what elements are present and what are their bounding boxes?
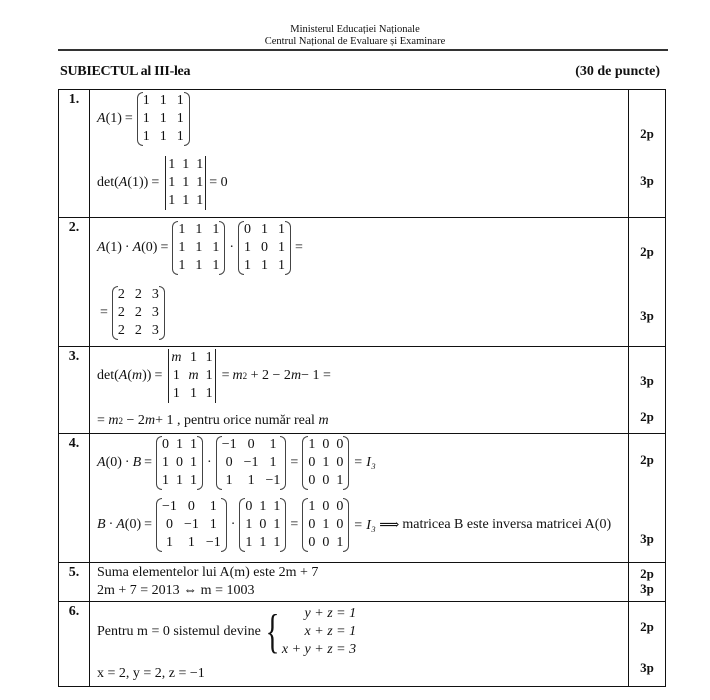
matrix-cell: 0 bbox=[259, 517, 267, 532]
matrix-cell: 1 bbox=[172, 368, 180, 383]
solution-line: Suma elementelor lui A(m) este 2m + 7 bbox=[97, 565, 319, 580]
item-number: 1. bbox=[59, 90, 90, 217]
solution-line: 2m + 7 = 2013 ⇔ m = 1003 bbox=[97, 583, 255, 598]
solution-line: Pentru m = 0 sistemul devine { y + z = 1 x + z = 1 x + y + z = 3 bbox=[97, 605, 357, 658]
matrix-cell: −1 bbox=[243, 455, 259, 470]
matrix-cell: 0 bbox=[322, 437, 330, 452]
matrix-cell: 1 bbox=[162, 473, 170, 488]
matrix-cell: 1 bbox=[142, 129, 150, 144]
solution-line: = m 2 − 2 m + 1 , pentru orice număr real m bbox=[97, 413, 329, 428]
points-label: 3p bbox=[640, 308, 654, 323]
matrix-cell: 1 bbox=[172, 386, 180, 401]
matrix-cell: 0 bbox=[176, 455, 184, 470]
matrix-cell: 1 bbox=[278, 222, 286, 237]
matrix-cell: −1 bbox=[265, 473, 281, 488]
matrix-cell: 1 bbox=[176, 473, 184, 488]
matrix-cell: 1 bbox=[165, 535, 173, 550]
matrix-cell: 1 bbox=[205, 350, 213, 365]
matrix-cell: 1 bbox=[269, 437, 277, 452]
points-column bbox=[628, 218, 665, 346]
matrix-cell: 1 bbox=[176, 111, 184, 126]
subject-title: SUBIECTUL al III-lea bbox=[60, 64, 191, 79]
matrix-cell: 0 bbox=[322, 535, 330, 550]
matrix bbox=[239, 498, 286, 552]
matrix-cell: 1 bbox=[176, 437, 184, 452]
matrix-cell: 0 bbox=[336, 455, 344, 470]
matrix bbox=[172, 221, 225, 275]
matrix-cell: 1 bbox=[322, 455, 330, 470]
item-content bbox=[90, 602, 629, 686]
matrix-cell: 1 bbox=[322, 517, 330, 532]
matrix-cell: 1 bbox=[142, 111, 150, 126]
matrix-cell: 0 bbox=[336, 437, 344, 452]
matrix bbox=[302, 436, 349, 490]
matrix-cell: 1 bbox=[168, 157, 176, 172]
matrix bbox=[156, 436, 203, 490]
matrix-cell: 1 bbox=[187, 535, 195, 550]
matrix-cell: 1 bbox=[176, 129, 184, 144]
matrix-cell: 1 bbox=[244, 240, 252, 255]
matrix-cell: 1 bbox=[168, 193, 176, 208]
matrix-cell: 1 bbox=[182, 157, 190, 172]
matrix-cell: 1 bbox=[190, 386, 198, 401]
matrix-cell: 1 bbox=[159, 111, 167, 126]
matrix-cell: 1 bbox=[190, 437, 198, 452]
matrix-cell: 1 bbox=[245, 517, 253, 532]
solution-line: A (0) · B = 0 1 1 1 0 1 1 1 1 · −1 0 1 0 −1 1 1 1 −1 = 1 0 0 0 1 0 0 0 1 = I₃ bbox=[97, 437, 376, 488]
points-column bbox=[628, 90, 665, 217]
matrix-cell: 0 bbox=[225, 455, 233, 470]
matrix-cell: 1 bbox=[245, 535, 253, 550]
matrix-cell: 1 bbox=[209, 517, 217, 532]
solution-line: = 2 2 3 2 2 3 2 2 3 bbox=[97, 286, 166, 340]
solution-line: B · A (0) = −1 0 1 0 −1 1 1 1 −1 · 0 1 1 1 0 1 1 1 1 = 1 0 0 0 1 0 0 0 1 = I₃ ⟹ matricea B este inversa matricei A(0) bbox=[97, 499, 612, 550]
matrix-cell: 2 bbox=[117, 323, 125, 338]
matrix-cell: 1 bbox=[195, 240, 203, 255]
grading-table bbox=[58, 89, 666, 687]
matrix-cell: 0 bbox=[322, 473, 330, 488]
matrix bbox=[137, 92, 190, 146]
points-column bbox=[628, 434, 665, 562]
points-label: 3p bbox=[640, 531, 654, 546]
matrix-cell: 0 bbox=[245, 499, 253, 514]
subject-total-points: (30 de puncte) bbox=[575, 64, 660, 79]
points-column bbox=[628, 563, 665, 601]
header-center: Centrul Național de Evaluare și Examinare bbox=[264, 36, 446, 47]
equation-system: y + z = 1 x + z = 1 x + y + z = 3 bbox=[281, 606, 357, 657]
item-row-6 bbox=[59, 601, 665, 686]
matrix-cell: 1 bbox=[212, 240, 220, 255]
matrix-cell: 0 bbox=[244, 222, 252, 237]
matrix-cell: 0 bbox=[247, 437, 255, 452]
item-number: 2. bbox=[59, 218, 90, 346]
matrix-cell: 1 bbox=[182, 193, 190, 208]
matrix-cell: 1 bbox=[190, 350, 198, 365]
points-label: 3p bbox=[640, 581, 654, 596]
matrix-cell: 1 bbox=[278, 240, 286, 255]
item-content bbox=[90, 90, 629, 217]
item-row-5 bbox=[59, 562, 665, 601]
solution-line: det( A (1)) = 1 1 1 1 1 1 1 1 1 = 0 bbox=[97, 157, 228, 208]
item-number: 3. bbox=[59, 347, 90, 433]
matrix-cell: 1 bbox=[261, 258, 269, 273]
solution-line: det( A ( m )) = m 1 1 1 m 1 1 1 1 = m 2 + 2 − 2 m − 1 = bbox=[97, 350, 331, 401]
matrix-cell: 0 bbox=[187, 499, 195, 514]
item-number: 5. bbox=[59, 563, 90, 601]
points-label: 2p bbox=[640, 409, 654, 424]
matrix-cell: 0 bbox=[322, 499, 330, 514]
matrix-cell: 1 bbox=[168, 175, 176, 190]
matrix-cell: 1 bbox=[212, 258, 220, 273]
matrix-cell: −1 bbox=[205, 535, 221, 550]
matrix-cell: 3 bbox=[151, 323, 159, 338]
item-row-4 bbox=[59, 433, 665, 562]
item-content bbox=[90, 218, 629, 346]
solution-line: A (1) · A (0) = 1 1 1 1 1 1 1 1 1 · 0 1 1 1 0 1 1 1 1 = bbox=[97, 222, 303, 273]
solution-line: x = 2, y = 2, z = −1 bbox=[97, 666, 205, 681]
determinant bbox=[166, 349, 217, 403]
matrix-cell: m bbox=[188, 368, 199, 383]
matrix-cell: 1 bbox=[190, 473, 198, 488]
matrix-cell: 0 bbox=[261, 240, 269, 255]
matrix-cell: 3 bbox=[151, 305, 159, 320]
matrix-cell: 3 bbox=[151, 287, 159, 302]
item-content bbox=[90, 347, 629, 433]
matrix-cell: 2 bbox=[134, 305, 142, 320]
matrix-cell: 1 bbox=[209, 499, 217, 514]
matrix-cell: −1 bbox=[162, 499, 177, 514]
matrix-cell: 0 bbox=[336, 499, 344, 514]
matrix-cell: m bbox=[171, 350, 182, 365]
matrix bbox=[156, 498, 227, 552]
matrix-cell: 2 bbox=[134, 323, 142, 338]
matrix bbox=[216, 436, 287, 490]
item-row-3 bbox=[59, 346, 665, 433]
matrix-cell: 1 bbox=[273, 499, 281, 514]
matrix-cell: −1 bbox=[183, 517, 199, 532]
conclusion-text: matricea B este inversa matricei A(0) bbox=[402, 517, 612, 532]
matrix-cell: 0 bbox=[165, 517, 173, 532]
matrix-cell: 1 bbox=[159, 93, 167, 108]
points-column bbox=[628, 347, 665, 433]
matrix-cell: 1 bbox=[195, 222, 203, 237]
formula-rhs: = 0 bbox=[209, 175, 228, 190]
matrix-cell: 1 bbox=[269, 455, 277, 470]
matrix-cell: 0 bbox=[308, 517, 316, 532]
matrix-cell: 1 bbox=[308, 437, 316, 452]
points-label: 2p bbox=[640, 452, 654, 467]
system-brace: { bbox=[265, 605, 280, 658]
matrix-cell: 1 bbox=[336, 535, 344, 550]
matrix-cell: 1 bbox=[261, 222, 269, 237]
matrix-cell: 1 bbox=[205, 368, 213, 383]
matrix-cell: 1 bbox=[196, 193, 204, 208]
matrix-cell: 1 bbox=[259, 535, 267, 550]
matrix-cell: 1 bbox=[196, 175, 204, 190]
item-content bbox=[90, 434, 629, 562]
points-label: 2p bbox=[640, 126, 654, 141]
matrix-cell: 0 bbox=[336, 517, 344, 532]
points-label: 2p bbox=[640, 244, 654, 259]
points-label: 3p bbox=[640, 373, 654, 388]
matrix-cell: 1 bbox=[273, 535, 281, 550]
matrix bbox=[112, 286, 165, 340]
formula-lhs: A bbox=[97, 111, 106, 126]
matrix-cell: 1 bbox=[196, 157, 204, 172]
matrix-cell: 1 bbox=[190, 455, 198, 470]
item-number: 4. bbox=[59, 434, 90, 562]
matrix-cell: 1 bbox=[278, 258, 286, 273]
matrix-cell: 1 bbox=[336, 473, 344, 488]
header-ministry: Ministerul Educației Naționale bbox=[290, 24, 420, 35]
item-number: 6. bbox=[59, 602, 90, 686]
matrix-cell: 1 bbox=[176, 93, 184, 108]
points-label: 2p bbox=[640, 619, 654, 634]
matrix-cell: 0 bbox=[308, 473, 316, 488]
matrix-cell: 0 bbox=[162, 437, 170, 452]
matrix-cell: 0 bbox=[308, 535, 316, 550]
matrix-cell: 2 bbox=[117, 287, 125, 302]
matrix-cell: 1 bbox=[225, 473, 233, 488]
matrix bbox=[302, 498, 349, 552]
points-label: 3p bbox=[640, 660, 654, 675]
solution-line: A (1) = 1 1 1 1 1 1 1 1 1 bbox=[97, 92, 191, 146]
matrix-cell: 1 bbox=[273, 517, 281, 532]
matrix-cell: 2 bbox=[134, 287, 142, 302]
points-label: 2p bbox=[640, 566, 654, 581]
item-content bbox=[90, 563, 629, 601]
item-row-2 bbox=[59, 217, 665, 346]
item-row-1 bbox=[59, 90, 665, 217]
matrix-cell: 1 bbox=[212, 222, 220, 237]
matrix-cell: 1 bbox=[259, 499, 267, 514]
matrix-cell: 1 bbox=[162, 455, 170, 470]
matrix-cell: 1 bbox=[308, 499, 316, 514]
matrix-cell: 1 bbox=[244, 258, 252, 273]
matrix-cell: 2 bbox=[117, 305, 125, 320]
matrix-cell: −1 bbox=[221, 437, 237, 452]
matrix-cell: 1 bbox=[178, 240, 186, 255]
points-column bbox=[628, 602, 665, 686]
matrix-cell: 1 bbox=[178, 258, 186, 273]
header-divider bbox=[58, 49, 668, 51]
matrix bbox=[238, 221, 291, 275]
points-label: 3p bbox=[640, 173, 654, 188]
matrix-cell: 1 bbox=[247, 473, 255, 488]
matrix-cell: 1 bbox=[205, 386, 213, 401]
matrix-cell: 1 bbox=[182, 175, 190, 190]
matrix-cell: 1 bbox=[142, 93, 150, 108]
matrix-cell: 1 bbox=[178, 222, 186, 237]
matrix-cell: 1 bbox=[195, 258, 203, 273]
determinant bbox=[163, 156, 208, 210]
matrix-cell: 1 bbox=[159, 129, 167, 144]
matrix-cell: 0 bbox=[308, 455, 316, 470]
